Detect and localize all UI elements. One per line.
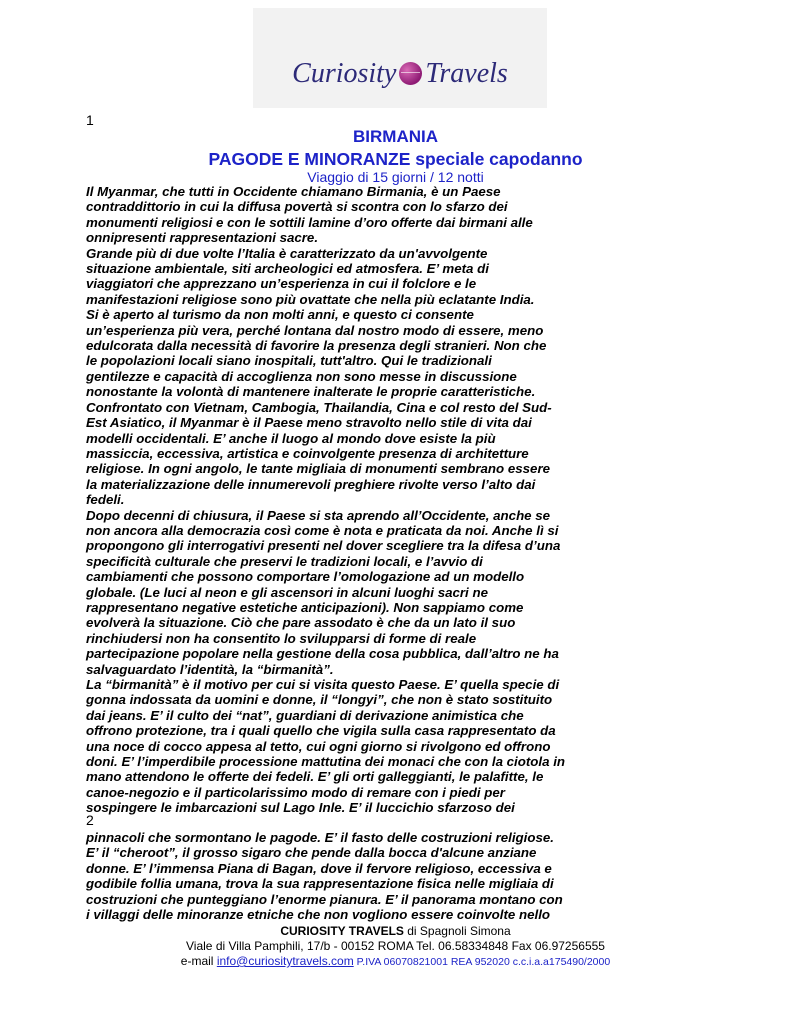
trip-duration: Viaggio di 15 giorni / 12 notti (307, 169, 484, 185)
body-line: mano attendono le offerte dei fedeli. E’ gli orti galleggianti, le palafitte, le (86, 769, 544, 785)
body-line: la materializzazione delle innumerevoli preghiere rivolte verso l’alto dai (86, 476, 536, 492)
body-line: le popolazioni locali siano inospitali, tutt'altro. Qui le tradizionali (86, 353, 492, 369)
body-line: godibile follia umana, trova la sua rappresentazione fisica nelle migliaia di (86, 876, 554, 892)
body-line: i villaggi delle minoranze etniche che non vogliono essere coinvolte nello (86, 907, 551, 923)
footer-address: Viale di Villa Pamphili, 17/b - 00152 ROMA Tel. 06.58334848 Fax 06.97256555 (186, 939, 605, 953)
body-line: un’esperienza più vera, perché lontana dal nostro modo di essere, meno (86, 322, 544, 338)
body-line: nonostante la volontà di mantenere inalterate le proprie caratteristiche. (86, 384, 536, 400)
body-line: monumenti religiosi e con le sottili lamine d’oro offerte dai birmani alle (86, 214, 533, 230)
body-line: canoe-negozio e il particolarissimo modo di remare con i piedi per (86, 784, 505, 800)
body-text-page-2 (86, 830, 586, 922)
globe-icon (399, 62, 422, 85)
body-line: gonna indossata da uomini e donne, il “longyi”, che non è stato sostituito (86, 692, 553, 708)
footer-legal: P.IVA 06070821001 REA 952020 c.c.i.a.a175490/2000 (353, 956, 611, 968)
body-line: gentilezze e capacità di accoglienza non sono messe in discussione (86, 368, 517, 384)
body-line: contraddittorio in cui la diffusa povertà si scontra con lo sfarzo dei (86, 199, 508, 215)
body-line: doni. E’ l’imperdibile processione mattutina dei monaci che con la ciotola in (86, 754, 566, 770)
body-line: salvaguardato l’identità, la “birmanità”. (86, 661, 334, 677)
body-line: Confrontato con Vietnam, Cambogia, Thailandia, Cina e col resto del Sud- (86, 399, 552, 415)
body-line: modelli occidentali. E’ anche il luogo al mondo dove esiste la più (86, 430, 496, 446)
body-line: situazione ambientale, siti archeologici ed atmosfera. E’ meta di (86, 261, 489, 277)
footer-email-link[interactable]: info@curiositytravels.com (216, 954, 354, 968)
body-line: fedeli. (86, 492, 125, 508)
body-line: partecipazione popolare nella gestione della cosa pubblica, dall’altro ne ha (86, 646, 559, 662)
body-line: onnipresenti rappresentazioni sacre. (86, 230, 319, 246)
body-line: evolverà la situazione. Ciò che pare assodato è che da un lato il suo (86, 615, 516, 631)
logo-wordmark (253, 56, 547, 92)
body-line: E’ il “cheroot”, il grosso sigaro che pende dalla bocca d'alcune anziane (86, 845, 537, 861)
footer-email-label: e-mail (180, 954, 217, 968)
body-line: offrono protezione, tra i quali quello che vigila sulla casa rappresentato da (86, 723, 556, 739)
logo-text-right: Travels (425, 58, 508, 89)
body-line: rappresentano negative estetiche anticipazioni). Non sappiamo come (86, 599, 524, 615)
body-line: viaggiatori che apprezzano un’esperienza in cui il folclore e le (86, 276, 477, 292)
body-line: Grande più di due volte l’Italia è caratterizzato da un'avvolgente (86, 245, 488, 261)
body-line: donne. E’ l’immensa Piana di Bagan, dove il fervore religioso, eccessiva e (86, 860, 552, 876)
footer-owner: di Spagnoli Simona (403, 924, 511, 938)
body-text-page-1 (86, 184, 586, 816)
body-line: sospingere le imbarcazioni sul Lago Inle. E’ il luccichio sfarzoso dei (86, 800, 515, 816)
document-title: BIRMANIA (353, 127, 438, 146)
body-line: Est Asiatico, il Myanmar è il Paese meno stravolto nello stile di vita dai (86, 415, 532, 431)
body-line: una noce di cocco appesa al tetto, cui ogni giorno si rivolgono ed offrono (86, 738, 551, 754)
body-line: cambiamenti che possono comportare l’omologazione ad un modello (86, 569, 525, 585)
document-subtitle-title: PAGODE E MINORANZE speciale capodanno (208, 149, 583, 169)
body-line: non ancora alla democrazia così come è nota e praticata da noi. Anche lì si (86, 522, 559, 538)
body-line: dai jeans. E’ il culto dei “nat”, guardiani di derivazione animistica che (86, 707, 524, 723)
logo (253, 8, 547, 108)
footer-company-line (0, 924, 791, 938)
page-number: 1 (86, 112, 94, 128)
body-line: religiose. In ogni angolo, le tante migliaia di monumenti sembrano essere (86, 461, 551, 477)
body-line: Si è aperto al turismo da non molti anni, e questo ci consente (86, 307, 474, 323)
logo-text-left: Curiosity (292, 58, 397, 89)
body-line: rinchiudersi non ha consentito lo svilupparsi di forme di reale (86, 630, 477, 646)
body-line: costruzioni che punteggiano l’enorme pianura. E’ il panorama montano con (86, 891, 563, 907)
body-line: manifestazioni religiose sono più ovattate che nella più eclatante India. (86, 291, 535, 307)
footer-contact-line (0, 954, 791, 969)
body-line: propongono gli interrogativi presenti nel dover scegliere tra la difesa d’una (86, 538, 561, 554)
page-number: 2 (86, 812, 94, 828)
body-line: Dopo decenni di chiusura, il Paese si sta aprendo all’Occidente, anche se (86, 507, 551, 523)
body-line: massiccia, eccessiva, artistica e coinvolgente presenza di architetture (86, 445, 529, 461)
body-line: Il Myanmar, che tutti in Occidente chiamano Birmania, è un Paese (86, 184, 501, 199)
body-line: La “birmanità” è il motivo per cui si visita questo Paese. E’ quella specie di (86, 677, 560, 692)
body-line: globale. (Le luci al neon e gli ascensori in alcuni luoghi sacri ne (86, 584, 488, 600)
body-line: specificità culturale che preservi le tradizioni locali, e l’avvio di (86, 553, 483, 569)
body-line: edulcorata dalla necessità di favorire la presenza degli stranieri. Non che (86, 338, 547, 354)
footer-company: CURIOSITY TRAVELS (280, 924, 404, 938)
body-line: pinnacoli che sormontano le pagode. E’ il fasto delle costruzioni religiose. (86, 830, 554, 845)
